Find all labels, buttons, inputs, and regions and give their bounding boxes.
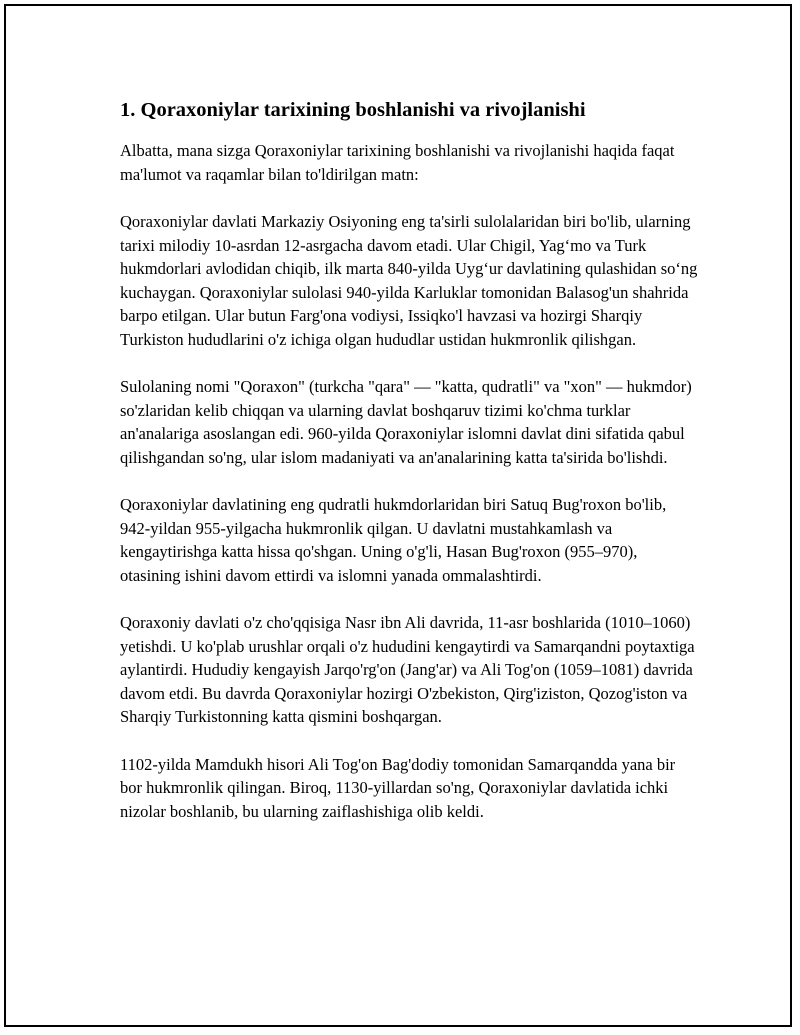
- section-heading: 1. Qoraxoniylar tarixining boshlanishi va rivojlanishi: [120, 99, 586, 121]
- document-body: [120, 95, 700, 847]
- paragraph-origins: Qoraxoniylar davlati Markaziy Osiyoning eng ta'sirli sulolalaridan biri bo'lib, ularning tarixi milodiy 10-asrdan 12-asrgacha davom etadi. Ular Chigil, Yag‘mo va Turk hukmdorlari avlodidan chiqib, ilk marta 840-yilda Uyg‘ur davlatining qulashidan so‘ng kuchaygan. Qoraxoniylar sulolasi 940-yilda Karluklar tomonidan Balasog'un shahrida barpo etilgan. Ular butun Farg'ona vodiysi, Issiqko'l havzasi va hozirgi Sharqiy Turkiston hududlarini o'z ichiga olgan hududlar ustidan hukmronlik qilishgan.: [120, 212, 698, 349]
- paragraph-peak: Qoraxoniy davlati o'z cho'qqisiga Nasr ibn Ali davrida, 11-asr boshlarida (1010–1060) yetishdi. U ko'plab urushlar orqali o'z hududini kengaytirdi va Samarqandni poytaxtiga aylantirdi. Hududiy kengayish Jarqo'rg'on (Jang'ar) va Ali Tog'on (1059–1081) davrida davom etdi. Bu davrda Qoraxoniylar hozirgi O'zbekiston, Qirg'iziston, Qozog'iston va Sharqiy Turkistonning katta qismini boshqargan.: [120, 613, 695, 726]
- paragraph-decline: 1102-yilda Mamdukh hisori Ali Tog'on Bag'dodiy tomonidan Samarqandda yana bir bor hukmronlik qilingan. Biroq, 1130-yillardan so'ng, Qoraxoniylar davlatida ichki nizolar boshlanib, bu ularning zaiflashishiga olib keldi.: [120, 754, 676, 821]
- paragraph-dynasty-name: Sulolaning nomi "Qoraxon" (turkcha "qara" — "katta, qudratli" va "xon" — hukmdor) so'zlaridan kelib chiqqan va ularning davlat boshqaruv tizimi ko'chma turklar an'analariga asoslangan edi. 960-yilda Qoraxoniylar islomni davlat dini sifatida qabul qilishgandan so'ng, ular islom madaniyati va an'analarining katta ta'sirida bo'lishdi.: [120, 377, 692, 467]
- paragraph-satuq-bugroxon: Qoraxoniylar davlatining eng qudratli hukmdorlaridan biri Satuq Bug'roxon bo'lib, 942-yildan 955-yilgacha hukmronlik qilgan. U davlatni mustahkamlash va kengaytirishga katta hissa qo'shgan. Uning o'g'li, Hasan Bug'roxon (955–970), otasining ishini davom ettirdi va islomni yanada ommalashtirdi.: [120, 495, 667, 585]
- paragraph-intro: Albatta, mana sizga Qoraxoniylar tarixining boshlanishi va rivojlanishi haqida faqat ma'lumot va raqamlar bilan to'ldirilgan matn:: [120, 141, 675, 184]
- document-page: [4, 4, 792, 1027]
